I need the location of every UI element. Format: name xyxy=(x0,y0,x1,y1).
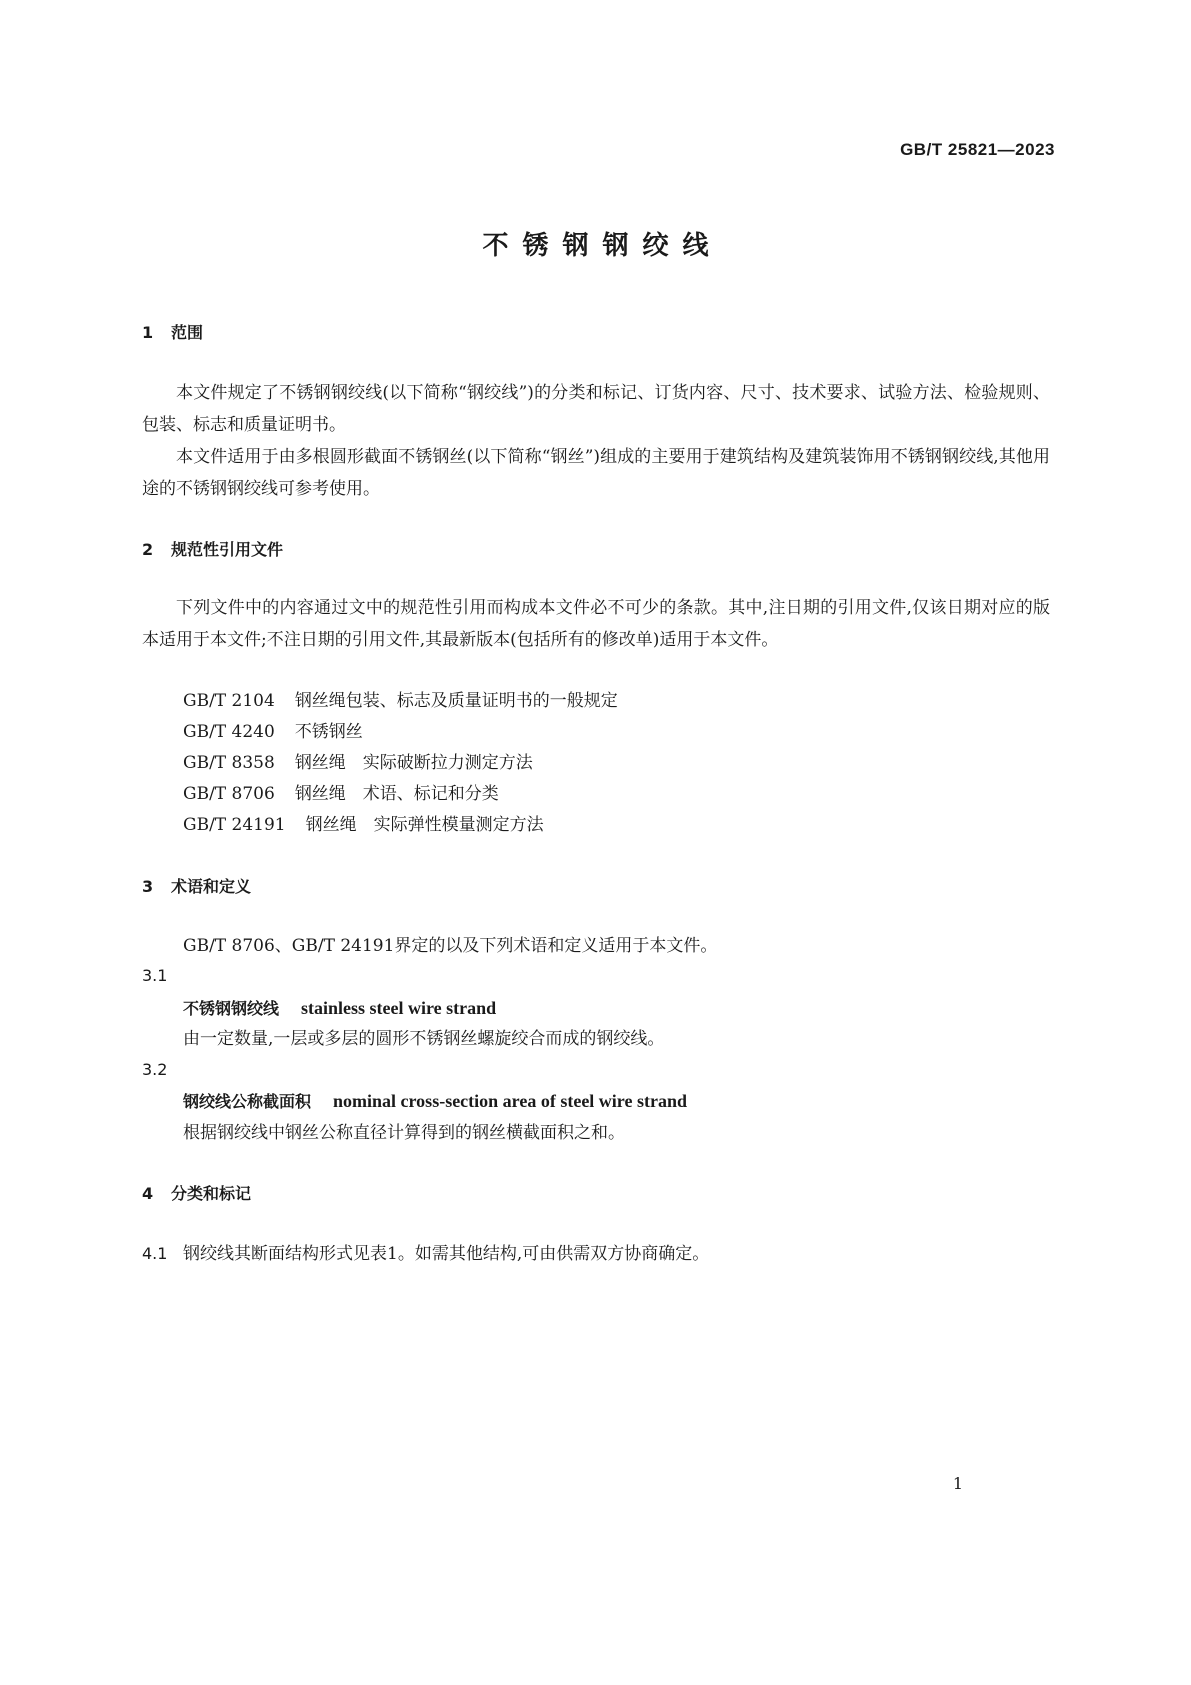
page-number: 1 xyxy=(952,1474,963,1493)
clause-text: 钢绞线其断面结构形式见表1。如需其他结构,可由供需双方协商确定。 xyxy=(183,1244,710,1264)
reference-item xyxy=(183,720,363,744)
reference-title: 钢丝绳包装、标志及质量证明书的一般规定 xyxy=(294,691,618,711)
reference-code: GB/T 4240 xyxy=(183,722,275,742)
standard-code: GB/T 25821—2023 xyxy=(900,140,1055,159)
reference-code: GB/T 24191 xyxy=(183,815,286,835)
section-number: 2 xyxy=(142,540,154,559)
reference-item xyxy=(183,689,618,713)
section-number: 4 xyxy=(142,1184,154,1203)
term-name-zh: 不锈钢钢绞线 xyxy=(183,999,280,1018)
term-number: 3.1 xyxy=(142,966,168,985)
term-name xyxy=(183,1089,687,1112)
reference-title: 不锈钢丝 xyxy=(294,722,363,742)
reference-item xyxy=(183,751,533,775)
reference-code: GB/T 8706 xyxy=(183,784,275,804)
section-title: 范围 xyxy=(171,323,204,342)
section-1-heading xyxy=(142,320,203,343)
reference-item xyxy=(183,813,544,837)
section-2-heading xyxy=(142,537,283,560)
reference-item xyxy=(183,782,499,806)
normative-references-intro: 下列文件中的内容通过文中的规范性引用而构成本文件必不可少的条款。其中,注日期的引用文件,仅该日期对应的版本适用于本文件;不注日期的引用文件,其最新版本(包括所有的修改单)适用于本文件。 xyxy=(142,598,1050,650)
term-name-en: nominal cross-section area of steel wire strand xyxy=(333,1091,687,1111)
section-number: 3 xyxy=(142,877,154,896)
document-title: 不锈钢钢绞线 xyxy=(482,231,723,261)
clause-4-1 xyxy=(142,1239,709,1264)
term-name xyxy=(183,996,496,1019)
reference-title: 钢丝绳 实际破断拉力测定方法 xyxy=(294,753,533,773)
term-name-en: stainless steel wire strand xyxy=(301,998,497,1018)
term-number: 3.2 xyxy=(142,1060,168,1079)
scope-paragraph-1: 本文件规定了不锈钢钢绞线(以下简称“钢绞线”)的分类和标记、订货内容、尺寸、技术要求、试验方法、检验规则、包装、标志和质量证明书。 xyxy=(142,383,1050,435)
section-title: 术语和定义 xyxy=(171,877,252,896)
reference-code: GB/T 8358 xyxy=(183,753,275,773)
reference-title: 钢丝绳 术语、标记和分类 xyxy=(294,784,499,804)
scope-paragraph-2: 本文件适用于由多根圆形截面不锈钢丝(以下简称“钢丝”)组成的主要用于建筑结构及建筑装饰用不锈钢钢绞线,其他用途的不锈钢钢绞线可参考使用。 xyxy=(142,447,1050,499)
section-number: 1 xyxy=(142,323,154,342)
reference-code: GB/T 2104 xyxy=(183,691,275,711)
section-4-heading xyxy=(142,1181,251,1204)
term-name-zh: 钢绞线公称截面积 xyxy=(183,1092,312,1111)
reference-title: 钢丝绳 实际弹性模量测定方法 xyxy=(305,815,544,835)
clause-number: 4.1 xyxy=(142,1244,168,1263)
terms-intro: GB/T 8706、GB/T 24191界定的以及下列术语和定义适用于本文件。 xyxy=(183,936,718,956)
term-definition: 由一定数量,一层或多层的圆形不锈钢丝螺旋绞合而成的钢绞线。 xyxy=(183,1029,665,1049)
section-3-heading xyxy=(142,874,251,897)
section-title: 分类和标记 xyxy=(171,1184,252,1203)
section-title: 规范性引用文件 xyxy=(171,540,284,559)
term-definition: 根据钢绞线中钢丝公称直径计算得到的钢丝横截面积之和。 xyxy=(183,1123,625,1143)
